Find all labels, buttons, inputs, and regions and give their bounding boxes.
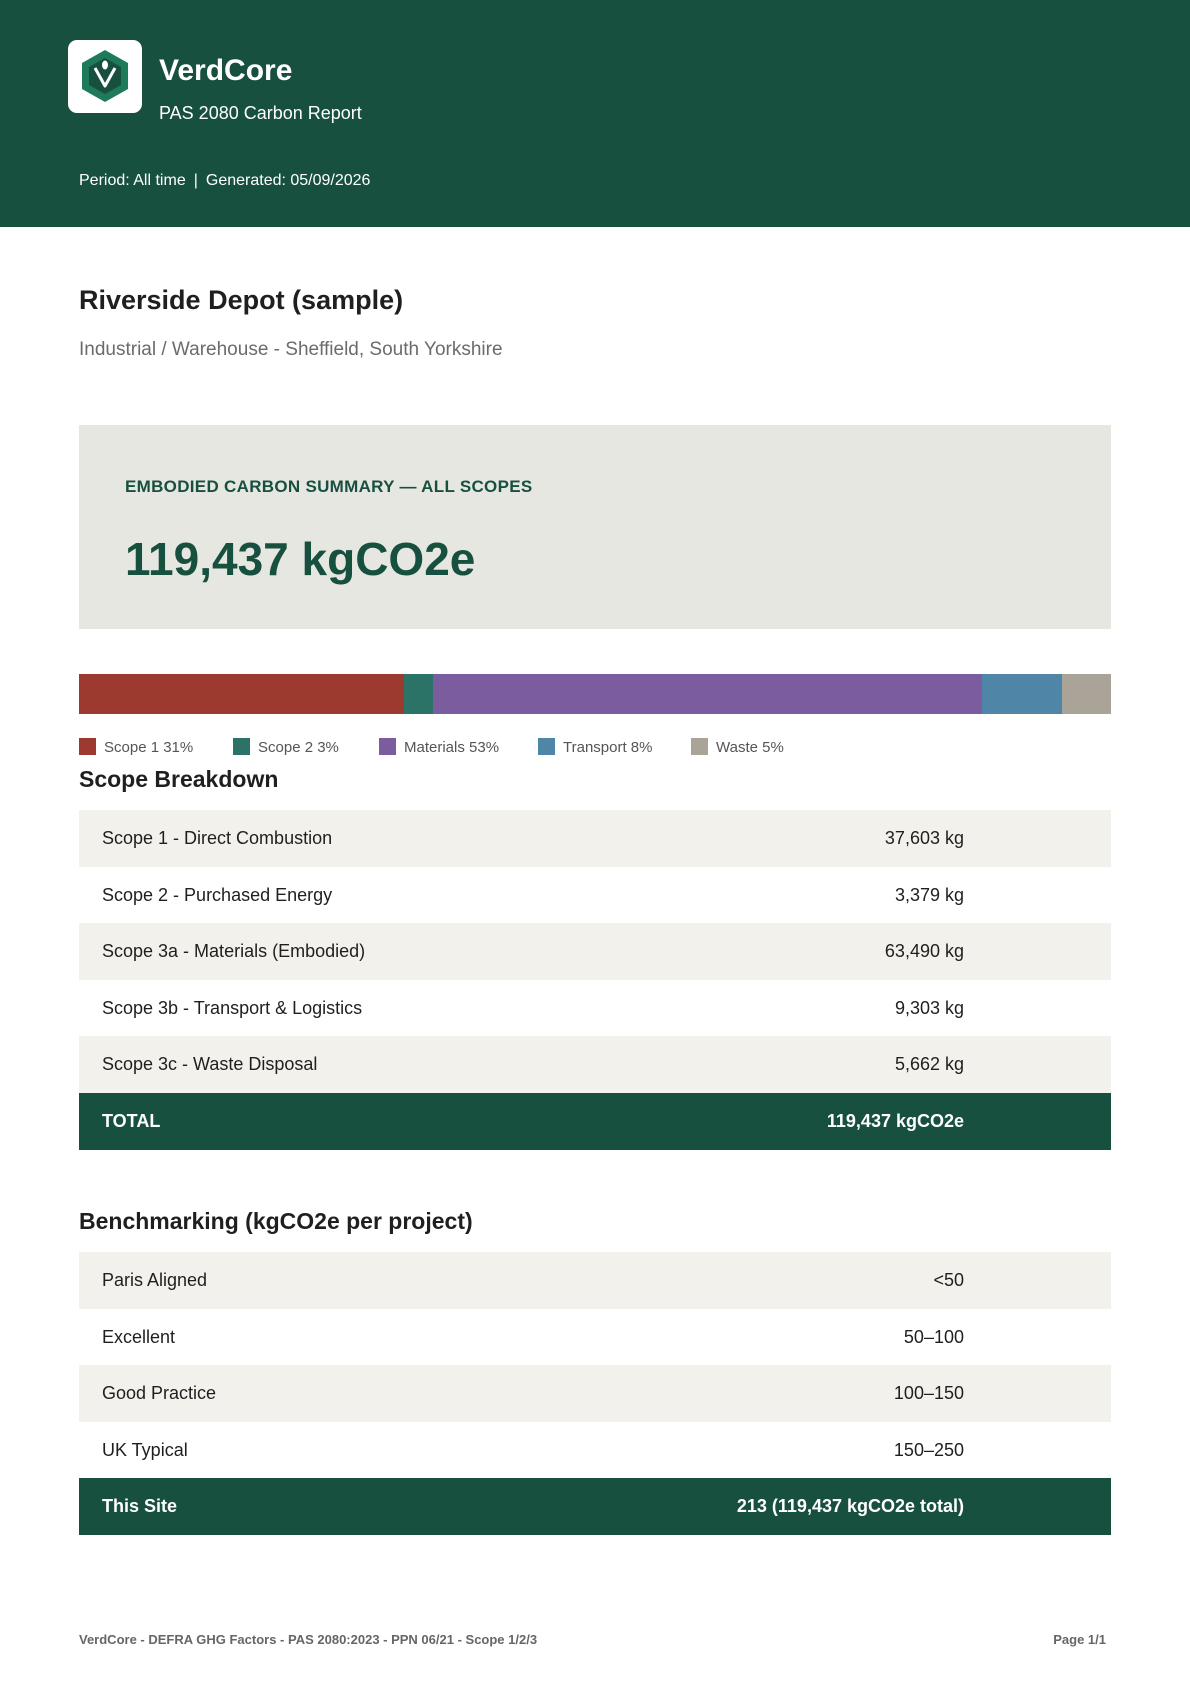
row-label: Excellent bbox=[102, 1326, 176, 1347]
logo bbox=[68, 40, 142, 113]
this-site-label: This Site bbox=[102, 1496, 178, 1517]
row-label: Scope 3c - Waste Disposal bbox=[102, 1054, 318, 1075]
row-label: Scope 1 - Direct Combustion bbox=[102, 828, 333, 848]
row-label: UK Typical bbox=[102, 1439, 188, 1460]
legend-label: Waste 5% bbox=[716, 739, 784, 756]
legend-label: Scope 2 3% bbox=[258, 739, 339, 756]
row-label: Scope 2 - Purchased Energy bbox=[102, 884, 333, 905]
site-title: Riverside Depot (sample) bbox=[79, 285, 404, 315]
row-label: Paris Aligned bbox=[102, 1270, 208, 1290]
row-value: <50 bbox=[933, 1270, 964, 1290]
row-label: Scope 3b - Transport & Logistics bbox=[102, 997, 363, 1018]
report-generated-date: Generated: 05/09/2026 bbox=[205, 172, 371, 189]
table-row bbox=[79, 1309, 1111, 1366]
table-row bbox=[79, 867, 1111, 924]
report-subtitle: PAS 2080 Carbon Report bbox=[159, 103, 362, 123]
scope-breakdown-title: Scope Breakdown bbox=[79, 766, 279, 792]
table-row bbox=[79, 810, 1111, 867]
this-site-row bbox=[79, 1478, 1111, 1535]
meta-separator: | bbox=[193, 172, 198, 189]
table-row bbox=[79, 1422, 1111, 1479]
page-number: Page 1/1 bbox=[1053, 1632, 1106, 1647]
bar-segment-transport bbox=[982, 674, 1062, 714]
legend-swatch bbox=[233, 738, 250, 755]
legend-swatch bbox=[379, 738, 396, 755]
row-value: 5,662 kg bbox=[894, 1054, 964, 1075]
site-description: Industrial / Warehouse - Sheffield, South Yorkshire bbox=[79, 339, 503, 360]
benchmarking-table bbox=[79, 1252, 1111, 1535]
report-meta bbox=[79, 172, 370, 190]
brand-name: VerdCore bbox=[159, 54, 293, 87]
legend-label: Materials 53% bbox=[404, 739, 500, 756]
row-value: 63,490 kg bbox=[884, 941, 964, 962]
benchmarking-title: Benchmarking (kgCO2e per project) bbox=[79, 1208, 473, 1234]
scope-stacked-bar bbox=[79, 674, 1111, 714]
row-value: 50–100 bbox=[903, 1326, 964, 1347]
table-row bbox=[79, 1252, 1111, 1309]
report-period: Period: All time bbox=[79, 172, 186, 189]
bar-segment-scope-2 bbox=[404, 674, 433, 714]
row-value: 9,303 kg bbox=[894, 997, 964, 1018]
total-value: 119,437 kgCO2e bbox=[826, 1110, 964, 1131]
bar-segment-scope-1 bbox=[79, 674, 404, 714]
footer-sources: VerdCore - DEFRA GHG Factors - PAS 2080:2023 - PPN 06/21 - Scope 1/2/3 bbox=[79, 1632, 538, 1647]
table-row bbox=[79, 980, 1111, 1037]
table-row bbox=[79, 923, 1111, 980]
bar-segment-waste bbox=[1062, 674, 1111, 714]
table-row bbox=[79, 1036, 1111, 1093]
total-row bbox=[79, 1093, 1111, 1150]
carbon-summary-card bbox=[79, 425, 1111, 629]
table-row bbox=[79, 1365, 1111, 1422]
verdcore-logo-icon bbox=[79, 48, 131, 104]
row-value: 37,603 kg bbox=[884, 828, 964, 848]
legend-label: Transport 8% bbox=[563, 739, 653, 756]
legend-swatch bbox=[538, 738, 555, 755]
scope-breakdown-table bbox=[79, 810, 1111, 1150]
report-header bbox=[0, 0, 1190, 227]
row-label: Scope 3a - Materials (Embodied) bbox=[102, 941, 366, 962]
row-value: 100–150 bbox=[893, 1383, 964, 1404]
legend-label: Scope 1 31% bbox=[104, 739, 194, 756]
legend-swatch bbox=[691, 738, 708, 755]
row-value: 3,379 kg bbox=[894, 884, 964, 905]
legend-swatch bbox=[79, 738, 96, 755]
row-value: 150–250 bbox=[893, 1439, 964, 1460]
summary-label: EMBODIED CARBON SUMMARY — ALL SCOPES bbox=[125, 477, 533, 496]
total-label: TOTAL bbox=[102, 1110, 161, 1131]
this-site-value: 213 (119,437 kgCO2e total) bbox=[736, 1496, 964, 1517]
row-label: Good Practice bbox=[102, 1383, 217, 1404]
summary-total-value: 119,437 kgCO2e bbox=[125, 533, 476, 585]
bar-segment-materials bbox=[433, 674, 982, 714]
